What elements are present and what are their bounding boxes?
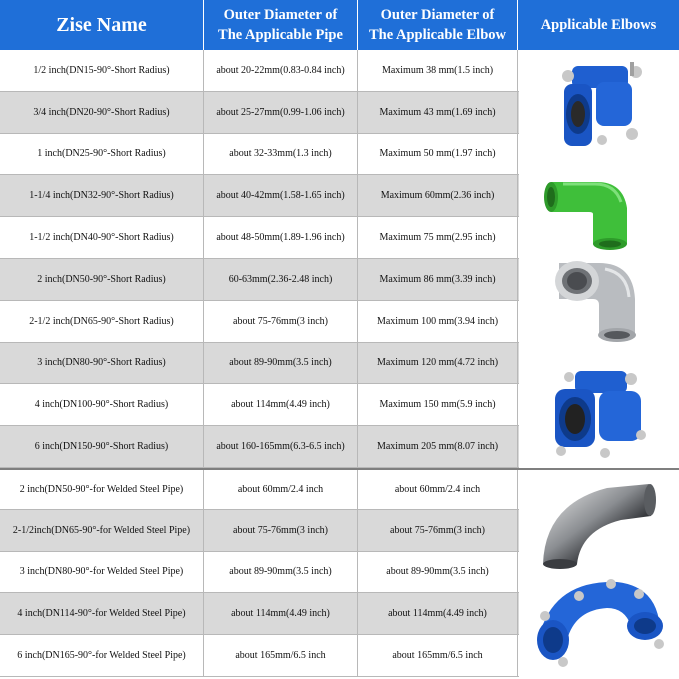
pipe-od-cell: about 25-27mm(0.99-1.06 inch): [204, 92, 358, 133]
elbow-od-cell: about 114mm(4.49 inch): [358, 593, 518, 634]
table-row: [0, 343, 519, 385]
elbow-od-cell: about 165mm/6.5 inch: [358, 635, 518, 676]
size-name-cell: 3/4 inch(DN20-90°-Short Radius): [0, 92, 204, 133]
table-row: [0, 134, 519, 176]
table-row: [0, 259, 519, 301]
header-elbow-od-line1: Outer Diameter of: [380, 7, 495, 23]
size-name-cell: 1-1/4 inch(DN32-90°-Short Radius): [0, 175, 204, 216]
pipe-od-cell: about 114mm(4.49 inch): [204, 384, 358, 425]
blue-clamp-icon: [544, 54, 654, 154]
elbow-od-cell: Maximum 43 mm(1.69 inch): [358, 92, 518, 133]
header-applicable-elbows: Applicable Elbows: [540, 16, 657, 33]
header-size-name: Zise Name: [0, 0, 204, 50]
size-name-cell: 3 inch(DN80-90°-for Welded Steel Pipe): [0, 552, 204, 593]
header-pipe-od-line2: The Applicable Pipe: [218, 27, 343, 43]
header-pipe-od-line1: Outer Diameter of: [223, 7, 338, 23]
elbow-od-cell: Maximum 120 mm(4.72 inch): [358, 343, 518, 384]
galvanized-elbow-icon: [549, 255, 649, 349]
size-name-cell: 4 inch(DN114-90°-for Welded Steel Pipe): [0, 593, 204, 634]
blue-repair-clamp-icon: [545, 363, 655, 463]
applicable-elbows-column: [519, 50, 679, 679]
elbow-od-cell: about 75-76mm(3 inch): [358, 510, 518, 551]
table-row: [0, 50, 519, 92]
table-row: [0, 468, 519, 510]
pipe-od-cell: about 160-165mm(6.3-6.5 inch): [204, 426, 358, 467]
size-name-cell: 6 inch(DN165-90°-for Welded Steel Pipe): [0, 635, 204, 676]
table-row: [0, 175, 519, 217]
short-radius-elbows-panel: [519, 50, 679, 468]
pipe-od-cell: about 40-42mm(1.58-1.65 inch): [204, 175, 358, 216]
size-table-body: [0, 50, 519, 677]
table-row: [0, 217, 519, 259]
table-row: [0, 92, 519, 134]
pipe-od-cell: about 48-50mm(1.89-1.96 inch): [204, 217, 358, 258]
pipe-od-cell: about 60mm/2.4 inch: [204, 470, 358, 509]
steel-weld-elbow-icon: [537, 474, 661, 570]
elbow-od-cell: about 60mm/2.4 inch: [358, 470, 518, 509]
size-name-cell: 3 inch(DN80-90°-Short Radius): [0, 343, 204, 384]
table-row: [0, 510, 519, 552]
green-ppr-elbow-icon: [543, 172, 655, 254]
elbow-od-cell: about 89-90mm(3.5 inch): [358, 552, 518, 593]
pipe-od-cell: 60-63mm(2.36-2.48 inch): [204, 259, 358, 300]
table-row: [0, 384, 519, 426]
elbow-od-cell: Maximum 86 mm(3.39 inch): [358, 259, 518, 300]
pipe-od-cell: about 75-76mm(3 inch): [204, 301, 358, 342]
elbow-od-cell: Maximum 150 mm(5.9 inch): [358, 384, 518, 425]
elbow-od-cell: Maximum 100 mm(3.94 inch): [358, 301, 518, 342]
pipe-od-cell: about 32-33mm(1.3 inch): [204, 134, 358, 175]
size-name-cell: 2-1/2 inch(DN65-90°-Short Radius): [0, 301, 204, 342]
size-name-cell: 2-1/2inch(DN65-90°-for Welded Steel Pipe): [0, 510, 204, 551]
welded-elbows-panel: [519, 470, 679, 679]
header-elbow-od-line2: The Applicable Elbow: [369, 27, 506, 43]
size-name-cell: 2 inch(DN50-90°-for Welded Steel Pipe): [0, 470, 204, 509]
table-row: [0, 593, 519, 635]
blue-grooved-coupling-icon: [527, 570, 671, 670]
pipe-od-cell: about 75-76mm(3 inch): [204, 510, 358, 551]
pipe-od-cell: about 165mm/6.5 inch: [204, 635, 358, 676]
pipe-od-cell: about 89-90mm(3.5 inch): [204, 343, 358, 384]
header-elbow-od: [358, 0, 518, 50]
size-name-cell: 1-1/2 inch(DN40-90°-Short Radius): [0, 217, 204, 258]
elbow-od-cell: Maximum 75 mm(2.95 inch): [358, 217, 518, 258]
table-row: [0, 426, 519, 468]
size-name-cell: 1/2 inch(DN15-90°-Short Radius): [0, 50, 204, 91]
size-name-cell: 2 inch(DN50-90°-Short Radius): [0, 259, 204, 300]
size-name-cell: 6 inch(DN150-90°-Short Radius): [0, 426, 204, 467]
elbow-od-cell: Maximum 205 mm(8.07 inch): [358, 426, 518, 467]
table-row: [0, 301, 519, 343]
table-row: [0, 552, 519, 594]
pipe-od-cell: about 89-90mm(3.5 inch): [204, 552, 358, 593]
size-name-cell: 4 inch(DN100-90°-Short Radius): [0, 384, 204, 425]
table-header: [0, 0, 679, 50]
size-name-cell: 1 inch(DN25-90°-Short Radius): [0, 134, 204, 175]
elbow-od-cell: Maximum 50 mm(1.97 inch): [358, 134, 518, 175]
pipe-od-cell: about 20-22mm(0.83-0.84 inch): [204, 50, 358, 91]
header-pipe-od: [204, 0, 358, 50]
elbow-od-cell: Maximum 60mm(2.36 inch): [358, 175, 518, 216]
elbow-od-cell: Maximum 38 mm(1.5 inch): [358, 50, 518, 91]
pipe-od-cell: about 114mm(4.49 inch): [204, 593, 358, 634]
table-row: [0, 635, 519, 677]
